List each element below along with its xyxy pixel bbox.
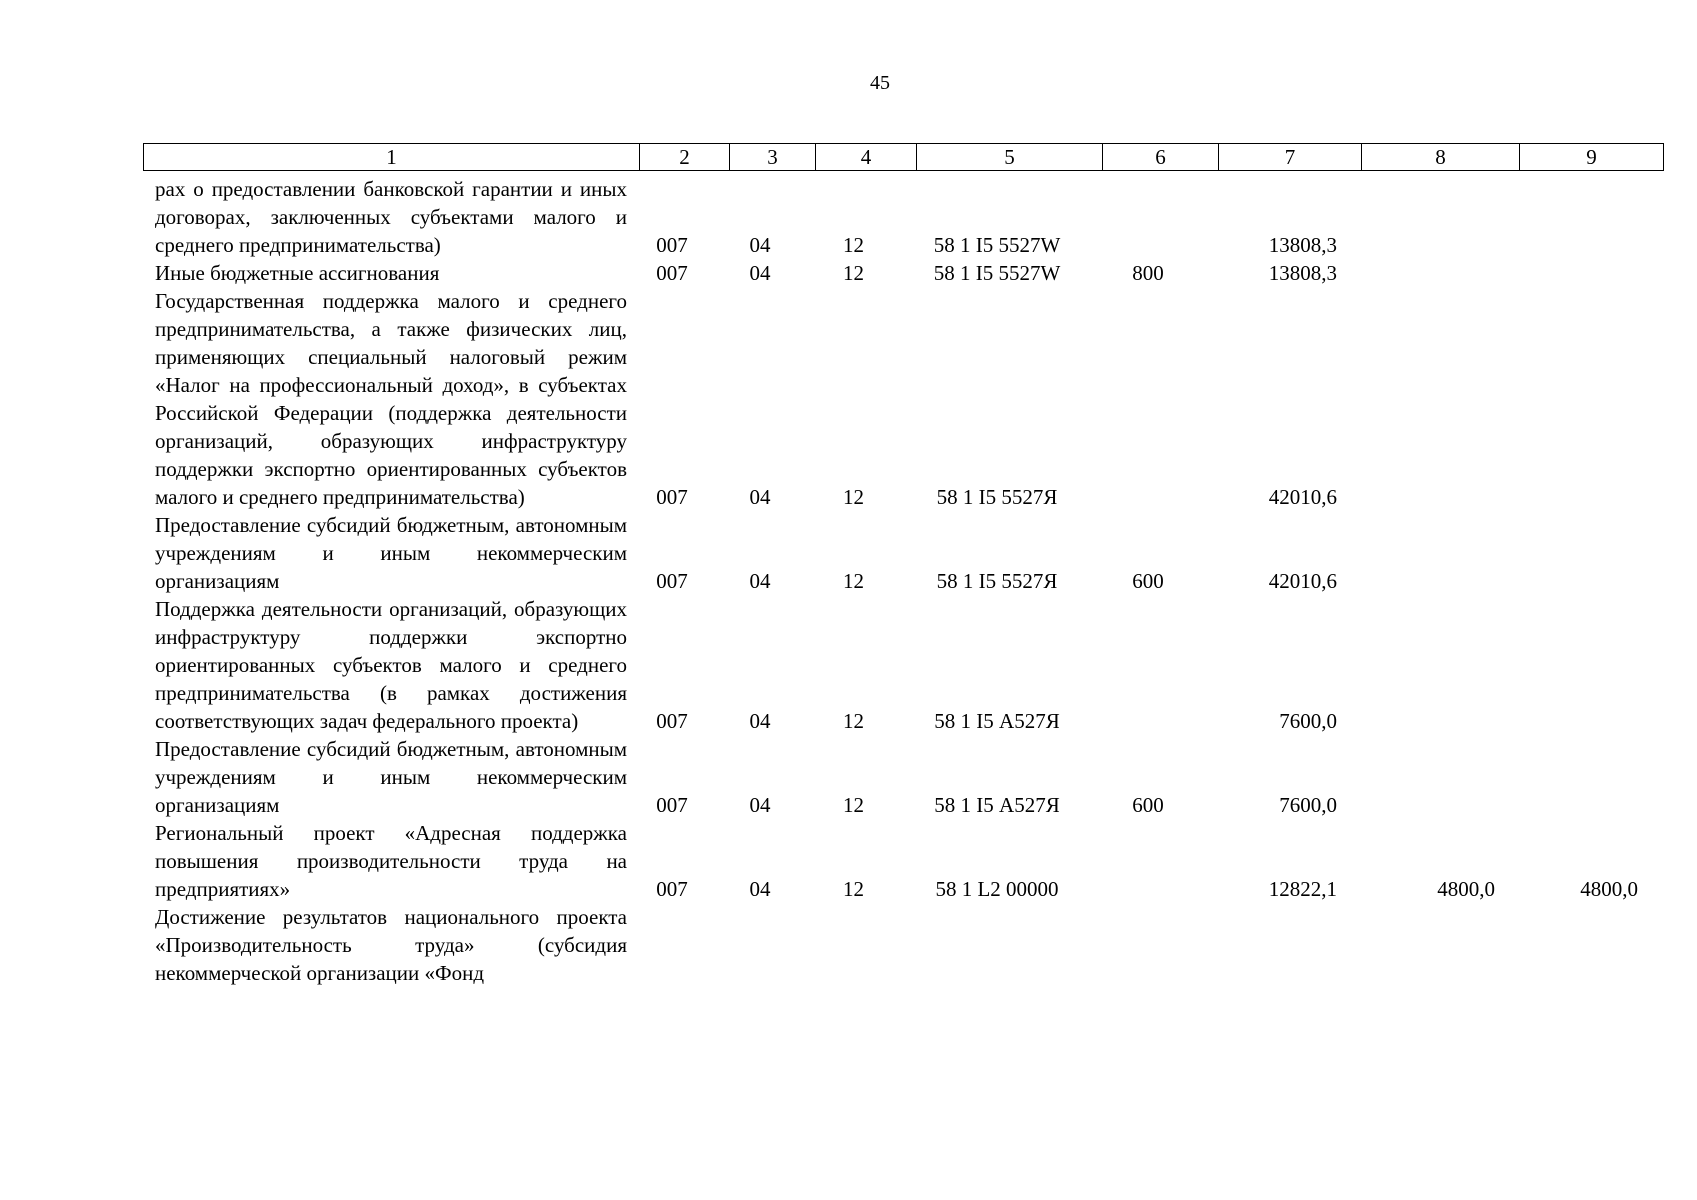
row-col-6: 600 xyxy=(1132,793,1164,817)
row-description: Предоставление субсидий бюджетным, автономным учреждениям и иным некоммерческим организациям xyxy=(155,737,627,817)
header-col-5: 5 xyxy=(917,144,1103,171)
header-col-1: 1 xyxy=(144,144,640,171)
row-col-5: 58 1 L2 00000 xyxy=(935,877,1059,901)
row-col-6: 600 xyxy=(1132,569,1164,593)
header-col-7: 7 xyxy=(1219,144,1362,171)
table-row xyxy=(143,287,1663,511)
row-col-4: 12 xyxy=(843,233,864,257)
row-col-3: 04 xyxy=(749,233,771,257)
table-row xyxy=(143,819,1663,903)
table-row xyxy=(143,511,1663,595)
header-col-2: 2 xyxy=(640,144,730,171)
row-col-2: 007 xyxy=(656,261,688,285)
row-col-5: 58 1 I5 5527W xyxy=(933,261,1061,285)
row-col-3: 04 xyxy=(749,569,771,593)
row-col-7: 13808,3 xyxy=(1268,233,1337,257)
row-col-2: 007 xyxy=(656,709,688,733)
header-col-4: 4 xyxy=(816,144,917,171)
table-row xyxy=(143,259,1663,287)
row-description: Иные бюджетные ассигнования xyxy=(155,261,440,285)
row-col-4: 12 xyxy=(843,485,864,509)
row-col-3: 04 xyxy=(749,485,771,509)
header-col-6: 6 xyxy=(1103,144,1219,171)
header-col-8: 8 xyxy=(1362,144,1520,171)
row-col-5: 58 1 I5 5527Я xyxy=(936,569,1058,593)
row-col-2: 007 xyxy=(656,233,688,257)
header-col-3: 3 xyxy=(730,144,816,171)
page-number: 45 xyxy=(870,72,890,94)
row-col-5: 58 1 I5 А527Я xyxy=(934,709,1060,733)
row-col-3: 04 xyxy=(749,793,771,817)
row-description: Поддержка деятельности организаций, образующих инфраструктуру поддержки экспортно ориентированных субъектов малого и среднего предпринимательства (в рамках достижения соответствующих задач федерального проекта) xyxy=(155,597,627,733)
row-col-7: 13808,3 xyxy=(1268,261,1337,285)
row-col-5: 58 1 I5 А527Я xyxy=(934,793,1060,817)
row-col-4: 12 xyxy=(843,709,864,733)
row-col-2: 007 xyxy=(656,793,688,817)
row-col-7: 12822,1 xyxy=(1268,877,1337,901)
table-header xyxy=(143,143,1663,171)
row-col-2: 007 xyxy=(656,569,688,593)
row-col-4: 12 xyxy=(843,569,864,593)
row-description: рах о предоставлении банковской гарантии и иных договорах, заключенных субъектами малого и среднего предпринимательства) xyxy=(155,177,627,257)
row-col-8: 4800,0 xyxy=(1437,877,1495,901)
table-row xyxy=(143,595,1663,735)
table-body xyxy=(143,175,1663,987)
row-col-7: 7600,0 xyxy=(1279,709,1337,733)
row-col-5: 58 1 I5 5527Я xyxy=(936,485,1058,509)
row-col-9: 4800,0 xyxy=(1580,877,1638,901)
row-col-4: 12 xyxy=(843,261,864,285)
row-col-7: 42010,6 xyxy=(1268,569,1337,593)
row-description: Региональный проект «Адресная поддержка повышения производительности труда на предприятиях» xyxy=(155,821,627,901)
row-col-4: 12 xyxy=(843,793,864,817)
row-col-3: 04 xyxy=(749,877,771,901)
table-row xyxy=(143,735,1663,819)
row-description: Предоставление субсидий бюджетным, автономным учреждениям и иным некоммерческим организациям xyxy=(155,513,627,593)
row-col-2: 007 xyxy=(656,485,688,509)
row-col-7: 42010,6 xyxy=(1268,485,1337,509)
row-col-4: 12 xyxy=(843,877,864,901)
header-col-9: 9 xyxy=(1520,144,1664,171)
row-col-6: 800 xyxy=(1132,261,1164,285)
row-col-7: 7600,0 xyxy=(1279,793,1337,817)
row-col-5: 58 1 I5 5527W xyxy=(933,233,1061,257)
row-col-3: 04 xyxy=(749,709,771,733)
row-description: Достижение результатов национального проекта «Производительность труда» (субсидия некоммерческой организации «Фонд xyxy=(155,905,627,985)
row-description: Государственная поддержка малого и среднего предпринимательства, а также физических лиц, применяющих специальный налоговый режим «Налог на профессиональный доход», в субъектах Российской Федерации (поддержка деятельности организаций, образующих инфраструктуру поддержки экспортно ориентированных субъектов малого и среднего предпринимательства) xyxy=(155,289,627,509)
table-row xyxy=(143,175,1663,259)
row-col-2: 007 xyxy=(656,877,688,901)
table-row xyxy=(143,903,1663,987)
row-col-3: 04 xyxy=(749,261,771,285)
